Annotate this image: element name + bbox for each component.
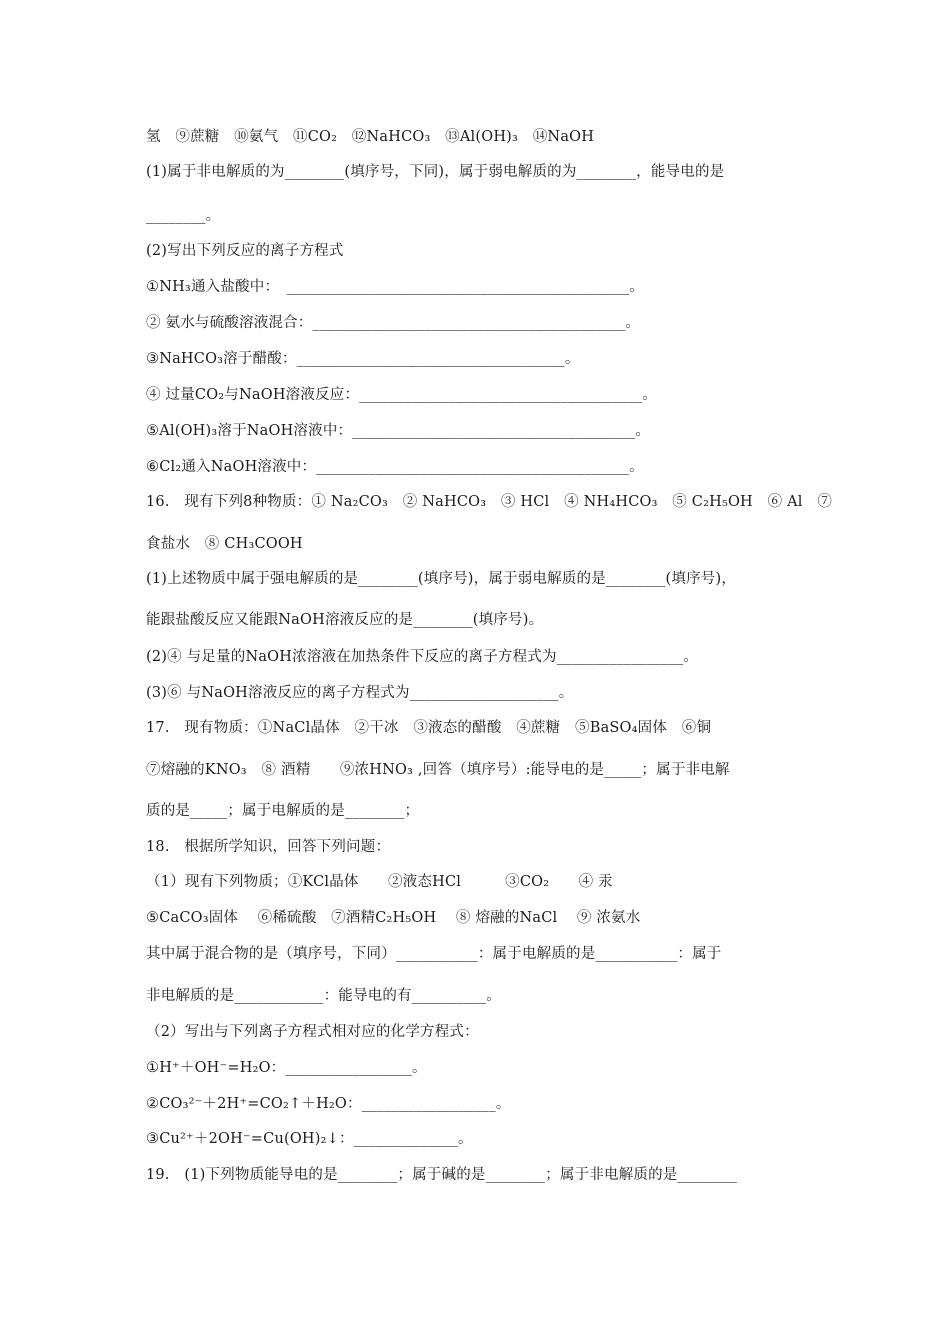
- text-line: (3)⑥ 与NaOH溶液反应的离子方程式为____________________。: [146, 685, 574, 701]
- text-line: ② 氨水与硫酸溶液混合：__________________________________________。: [146, 315, 641, 331]
- text-line: 非电解质的是____________：能导电的有__________。: [146, 988, 501, 1004]
- question-17-heading: 17. 现有物质：①NaCl晶体 ②干冰 ③液态的醋酸 ④蔗糖 ⑤BaSO₄固体 ⑥铜: [146, 720, 712, 736]
- question-16-heading: 16. 现有下列8种物质：① Na₂CO₃ ② NaHCO₃ ③ HCl ④ NH₄HCO₃ ⑤ C₂H₅OH ⑥ Al ⑦: [146, 494, 833, 510]
- text-line: (1)属于非电解质的为________(填序号，下同)，属于弱电解质的为________，能导电的是: [146, 164, 725, 180]
- text-line: (1)上述物质中属于强电解质的是________(填序号)，属于弱电解质的是________(填序号)，: [146, 571, 737, 587]
- text-line: ①H⁺＋OH⁻=H₂O：_________________。: [146, 1060, 427, 1076]
- question-18-heading: 18. 根据所学知识，回答下列问题：: [146, 839, 391, 855]
- text-line: 氢 ⑨蔗糖 ⑩氨气 ⑪CO₂ ⑫NaHCO₃ ⑬Al(OH)₃ ⑭NaOH: [146, 129, 595, 145]
- text-line: 质的是_____；属于电解质的是________；: [146, 803, 420, 819]
- text-line: ⑤CaCO₃固体 ⑥稀硫酸 ⑦酒精C₂H₅OH ⑧ 熔融的NaCl ⑨ 浓氨水: [146, 910, 641, 926]
- question-19-heading: 19. (1)下列物质能导电的是________；属于碱的是________；属于非电解质的是________: [146, 1167, 738, 1183]
- text-line: （1）现有下列物质；①KCl晶体 ②液态HCl ③CO₂ ④ 汞: [146, 874, 613, 890]
- text-line: ⑥Cl₂通入NaOH溶液中：__________________________________________。: [146, 459, 644, 475]
- text-line: 食盐水 ⑧ CH₃COOH: [146, 536, 303, 552]
- text-line: ________。: [146, 208, 221, 224]
- text-line: （2）写出与下列离子方程式相对应的化学方程式：: [146, 1024, 479, 1040]
- text-line: 能跟盐酸反应又能跟NaOH溶液反应的是________(填序号)。: [146, 612, 544, 628]
- text-line: (2)④ 与足量的NaOH浓溶液在加热条件下反应的离子方程式为_________________。: [146, 649, 699, 665]
- text-line: ②CO₃²⁻＋2H⁺=CO₂↑＋H₂O：__________________。: [146, 1096, 511, 1112]
- text-line: ⑦熔融的KNO₃ ⑧ 酒精 ⑨浓HNO₃ ,回答（填序号）:能导电的是_____；属于非电解: [146, 762, 730, 778]
- text-line: ①NH₃通入盐酸中： ______________________________________________。: [146, 279, 644, 295]
- text-line: ⑤Al(OH)₃溶于NaOH溶液中：______________________________________。: [146, 423, 651, 439]
- text-line: ④ 过量CO₂与NaOH溶液反应：______________________________________。: [146, 387, 657, 403]
- text-line: ③NaHCO₃溶于醋酸：____________________________________。: [146, 351, 580, 367]
- text-line: (2)写出下列反应的离子方程式: [146, 243, 344, 259]
- text-line: ③Cu²⁺＋2OH⁻=Cu(OH)₂↓：______________。: [146, 1131, 473, 1147]
- text-line: 其中属于混合物的是（填序号，下同）___________：属于电解质的是___________：属于: [146, 946, 722, 962]
